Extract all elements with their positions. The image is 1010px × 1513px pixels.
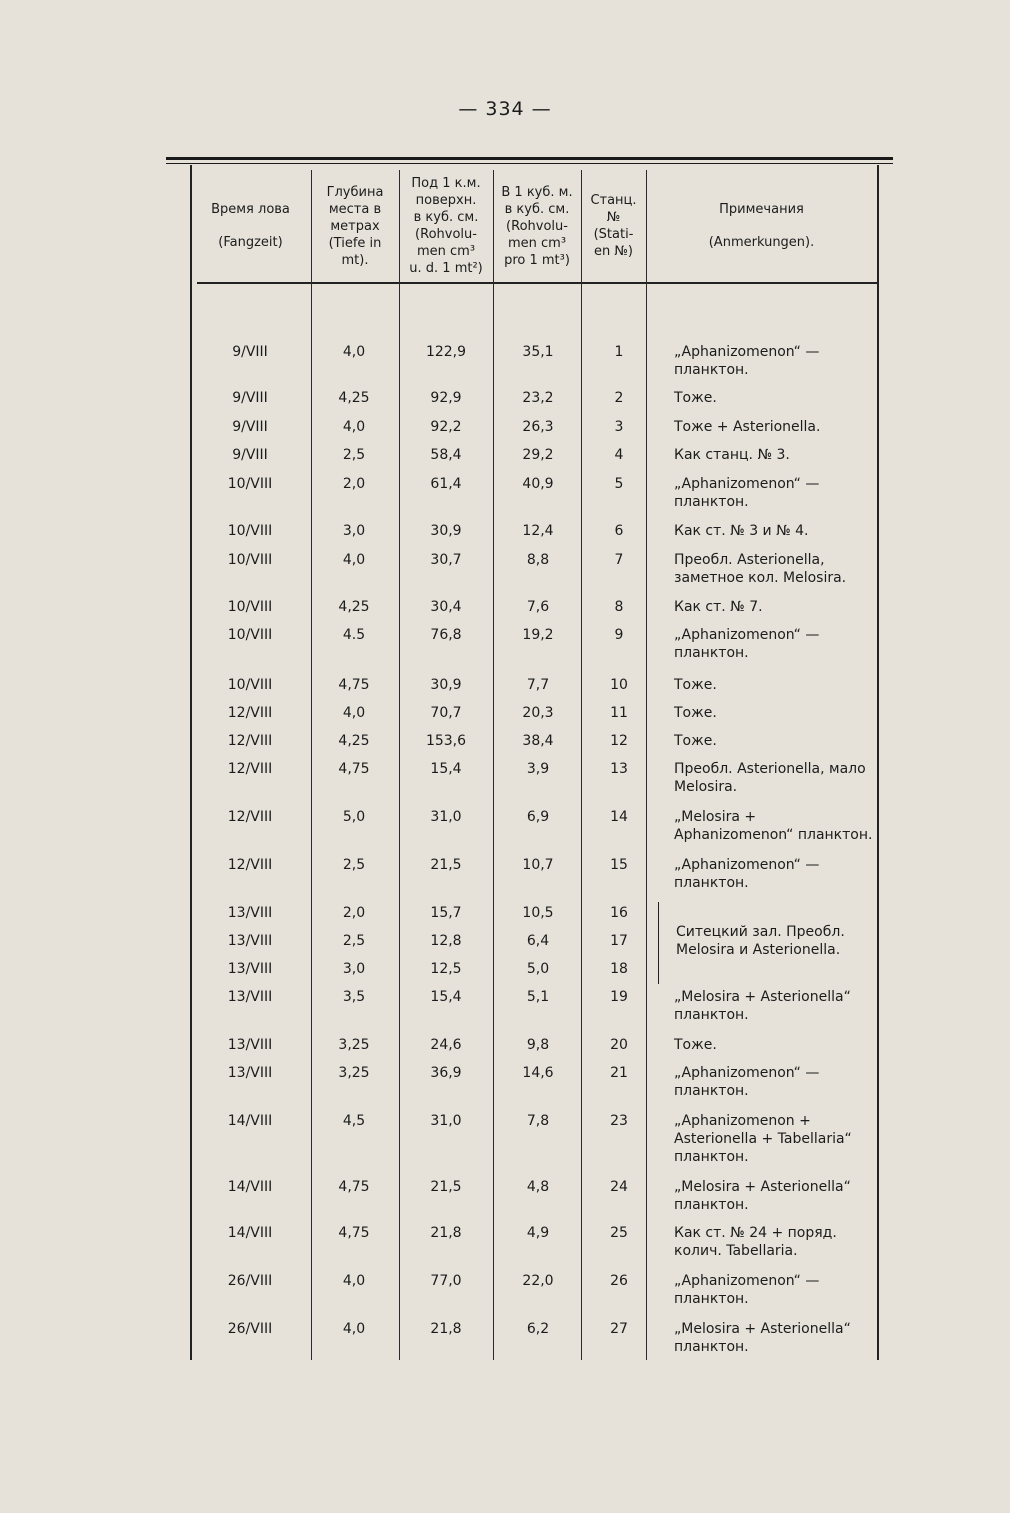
cell-note: „Melosira + Asterionella“ планктон.	[674, 1179, 851, 1213]
cell-time: 10/VIII	[227, 476, 273, 492]
cell-under: 24,6	[430, 1037, 462, 1053]
cell-depth: 4,75	[338, 1179, 370, 1195]
cell-station: 26	[610, 1273, 628, 1289]
cell-time: 13/VIII	[227, 1065, 273, 1081]
cell-under: 153,6	[425, 733, 467, 749]
cell-under: 31,0	[430, 809, 462, 825]
cell-time: 12/VIII	[227, 857, 273, 873]
cell-station: 9	[614, 627, 624, 643]
header-time	[190, 172, 311, 280]
cell-station: 17	[610, 933, 628, 949]
cell-note: „Melosira + Aphanizomenon“ планктон.	[674, 809, 873, 843]
cell-time: 10/VIII	[227, 523, 273, 539]
cell-depth: 3,5	[342, 989, 366, 1005]
header-station-line: Станц.	[590, 193, 637, 208]
cell-station: 12	[610, 733, 628, 749]
cell-under: 76,8	[430, 627, 462, 643]
cell-under: 21,8	[430, 1321, 462, 1337]
cell-time: 14/VIII	[227, 1113, 273, 1129]
table-top-rule	[166, 157, 893, 160]
cell-under: 92,2	[430, 419, 462, 435]
cell-note: Преобл. Asterionella, заметное кол. Melosira.	[674, 552, 847, 586]
cell-depth: 4,5	[342, 1113, 366, 1129]
cell-depth: 3,0	[342, 961, 366, 977]
cell-under: 61,4	[430, 476, 462, 492]
header-per-cubic	[493, 172, 581, 280]
cell-cube: 19,2	[522, 627, 554, 643]
cell-depth: 3,25	[338, 1037, 370, 1053]
cell-cube: 40,9	[522, 476, 554, 492]
cell-note: „Aphanizomenon“ — планктон.	[674, 476, 820, 510]
cell-note: „Aphanizomenon + Asterionella + Tabellaria“ планктон.	[674, 1113, 852, 1165]
header-time-ru: Время лова	[211, 202, 290, 217]
cell-cube: 7,7	[526, 677, 550, 693]
cell-cube: 5,0	[526, 961, 550, 977]
cell-under: 12,5	[430, 961, 462, 977]
cell-time: 10/VIII	[227, 677, 273, 693]
header-depth-line: метрах	[330, 218, 380, 234]
cell-cube: 29,2	[522, 447, 554, 463]
cell-cube: 23,2	[522, 390, 554, 406]
header-under-line: u. d. 1 mt²)	[409, 261, 483, 276]
cell-cube: 26,3	[522, 419, 554, 435]
cell-under: 30,7	[430, 552, 462, 568]
cell-note: Преобл. Asterionella, мало Melosira.	[674, 761, 866, 795]
header-depth	[311, 172, 399, 280]
header-cube-line: В 1 куб. м.	[501, 184, 573, 200]
cell-time: 10/VIII	[227, 627, 273, 643]
cell-depth: 4,25	[338, 390, 370, 406]
header-under-surface	[399, 172, 493, 280]
group-note: Ситецкий зал. Преобл. Melosira и Asterionella.	[676, 924, 845, 958]
cell-time: 9/VIII	[232, 344, 268, 360]
cell-depth: 3,0	[342, 523, 366, 539]
header-cube-line: (Rohvolu-	[506, 218, 568, 234]
cell-time: 12/VIII	[227, 705, 273, 721]
cell-station: 27	[610, 1321, 628, 1337]
cell-under: 21,8	[430, 1225, 462, 1241]
cell-depth: 2,5	[342, 857, 366, 873]
cell-depth: 4.5	[342, 627, 366, 643]
header-under-line: men cm³	[416, 244, 476, 259]
header-depth-line: Глубина	[326, 184, 384, 200]
cell-cube: 3,9	[526, 761, 550, 777]
cell-time: 9/VIII	[232, 419, 268, 435]
cell-time: 10/VIII	[227, 599, 273, 615]
cell-note: Тоже.	[674, 390, 717, 406]
cell-under: 92,9	[430, 390, 462, 406]
cell-under: 70,7	[430, 705, 462, 721]
header-cube-line: в куб. см.	[504, 201, 570, 217]
header-depth-line: (Tiefe in	[328, 235, 382, 251]
cell-note: „Melosira + Asterionella“ планктон.	[674, 1321, 851, 1355]
header-under-line: (Rohvolu-	[415, 227, 477, 242]
cell-station: 13	[610, 761, 628, 777]
cell-time: 26/VIII	[227, 1273, 273, 1289]
cell-cube: 7,8	[526, 1113, 550, 1129]
cell-station: 8	[614, 599, 624, 615]
cell-depth: 4,25	[338, 599, 370, 615]
group-brace	[658, 902, 667, 984]
cell-station: 10	[610, 677, 628, 693]
cell-time: 14/VIII	[227, 1225, 273, 1241]
cell-station: 15	[610, 857, 628, 873]
header-time-de: (Fangzeit)	[218, 235, 283, 250]
cell-time: 13/VIII	[227, 961, 273, 977]
cell-note: „Aphanizomenon“ — планктон.	[674, 344, 820, 378]
cell-time: 14/VIII	[227, 1179, 273, 1195]
cell-under: 30,4	[430, 599, 462, 615]
cell-time: 12/VIII	[227, 761, 273, 777]
cell-station: 25	[610, 1225, 628, 1241]
cell-time: 12/VIII	[227, 809, 273, 825]
cell-cube: 9,8	[526, 1037, 550, 1053]
cell-depth: 4,0	[342, 552, 366, 568]
cell-under: 58,4	[430, 447, 462, 463]
cell-note: „Aphanizomenon“ — планктон.	[674, 857, 820, 891]
cell-note: Как ст. № 3 и № 4.	[674, 523, 809, 539]
cell-station: 5	[614, 476, 624, 492]
header-notes-ru: Примечания	[719, 202, 804, 217]
cell-depth: 2,0	[342, 905, 366, 921]
cell-time: 9/VIII	[232, 390, 268, 406]
header-station-line: (Stati-	[593, 227, 634, 242]
cell-depth: 4,0	[342, 419, 366, 435]
cell-depth: 4,0	[342, 1321, 366, 1337]
cell-cube: 6,4	[526, 933, 550, 949]
cell-station: 7	[614, 552, 624, 568]
header-under-line: Под 1 к.м.	[411, 176, 481, 191]
cell-cube: 4,9	[526, 1225, 550, 1241]
cell-note: Тоже.	[674, 677, 717, 693]
cell-note: „Aphanizomenon“ — планктон.	[674, 627, 820, 661]
cell-depth: 3,25	[338, 1065, 370, 1081]
cell-station: 19	[610, 989, 628, 1005]
cell-depth: 2,5	[342, 447, 366, 463]
cell-station: 20	[610, 1037, 628, 1053]
cell-station: 21	[610, 1065, 628, 1081]
cell-note: „Aphanizomenon“ — планктон.	[674, 1273, 820, 1307]
cell-under: 122,9	[425, 344, 467, 360]
cell-depth: 4,0	[342, 705, 366, 721]
cell-under: 31,0	[430, 1113, 462, 1129]
cell-note: „Aphanizomenon“ — планктон.	[674, 1065, 820, 1099]
cell-depth: 2,0	[342, 476, 366, 492]
cell-cube: 6,2	[526, 1321, 550, 1337]
cell-depth: 4,75	[338, 677, 370, 693]
cell-station: 6	[614, 523, 624, 539]
cell-depth: 2,5	[342, 933, 366, 949]
cell-under: 36,9	[430, 1065, 462, 1081]
table-right-border	[877, 165, 879, 1360]
cell-cube: 12,4	[522, 523, 554, 539]
cell-time: 10/VIII	[227, 552, 273, 568]
header-cube-line: pro 1 mt³)	[504, 252, 570, 268]
cell-under: 15,7	[430, 905, 462, 921]
cell-station: 1	[614, 344, 624, 360]
cell-under: 21,5	[430, 857, 462, 873]
header-separator	[197, 282, 877, 284]
cell-under: 21,5	[430, 1179, 462, 1195]
cell-station: 11	[610, 705, 628, 721]
cell-station: 4	[614, 447, 624, 463]
cell-note: Тоже.	[674, 1037, 717, 1053]
cell-note: Как ст. № 24 + поряд. колич. Tabellaria.	[674, 1225, 837, 1259]
cell-time: 13/VIII	[227, 905, 273, 921]
cell-note: Тоже + Asterionella.	[674, 419, 821, 435]
table-top-rule-thin	[166, 163, 893, 164]
cell-depth: 4,75	[338, 1225, 370, 1241]
cell-cube: 8,8	[526, 552, 550, 568]
cell-under: 15,4	[430, 989, 462, 1005]
cell-under: 15,4	[430, 761, 462, 777]
cell-cube: 14,6	[522, 1065, 554, 1081]
header-station-line: en №)	[594, 244, 633, 259]
cell-cube: 5,1	[526, 989, 550, 1005]
header-station	[581, 172, 646, 280]
header-cube-line: men cm³	[507, 235, 567, 251]
cell-station: 24	[610, 1179, 628, 1195]
page-number: — 334 —	[458, 98, 552, 120]
cell-time: 12/VIII	[227, 733, 273, 749]
cell-depth: 4,0	[342, 344, 366, 360]
cell-station: 14	[610, 809, 628, 825]
cell-note: Тоже.	[674, 733, 717, 749]
cell-cube: 35,1	[522, 344, 554, 360]
cell-under: 30,9	[430, 523, 462, 539]
cell-time: 13/VIII	[227, 989, 273, 1005]
cell-cube: 10,7	[522, 857, 554, 873]
cell-depth: 4,25	[338, 733, 370, 749]
cell-station: 16	[610, 905, 628, 921]
cell-time: 13/VIII	[227, 1037, 273, 1053]
cell-time: 9/VIII	[232, 447, 268, 463]
header-depth-line: места в	[328, 201, 382, 217]
header-station-line: №	[606, 210, 621, 225]
cell-under: 77,0	[430, 1273, 462, 1289]
cell-depth: 4,75	[338, 761, 370, 777]
header-under-line: поверхн.	[415, 193, 477, 208]
header-notes-de: (Anmerkungen).	[708, 235, 815, 250]
cell-under: 30,9	[430, 677, 462, 693]
cell-note: Тоже.	[674, 705, 717, 721]
cell-station: 2	[614, 390, 624, 406]
cell-cube: 7,6	[526, 599, 550, 615]
cell-time: 13/VIII	[227, 933, 273, 949]
cell-depth: 5,0	[342, 809, 366, 825]
cell-time: 26/VIII	[227, 1321, 273, 1337]
cell-note: Как ст. № 7.	[674, 599, 763, 615]
cell-note: Как станц. № 3.	[674, 447, 790, 463]
cell-cube: 20,3	[522, 705, 554, 721]
cell-station: 3	[614, 419, 624, 435]
cell-cube: 4,8	[526, 1179, 550, 1195]
cell-cube: 6,9	[526, 809, 550, 825]
cell-station: 23	[610, 1113, 628, 1129]
header-under-line: в куб. см.	[413, 210, 479, 225]
cell-note: „Melosira + Asterionella“ планктон.	[674, 989, 851, 1023]
cell-cube: 22,0	[522, 1273, 554, 1289]
cell-cube: 10,5	[522, 905, 554, 921]
cell-station: 18	[610, 961, 628, 977]
cell-cube: 38,4	[522, 733, 554, 749]
header-notes	[646, 172, 877, 280]
header-depth-line: mt).	[341, 252, 369, 268]
cell-depth: 4,0	[342, 1273, 366, 1289]
cell-under: 12,8	[430, 933, 462, 949]
